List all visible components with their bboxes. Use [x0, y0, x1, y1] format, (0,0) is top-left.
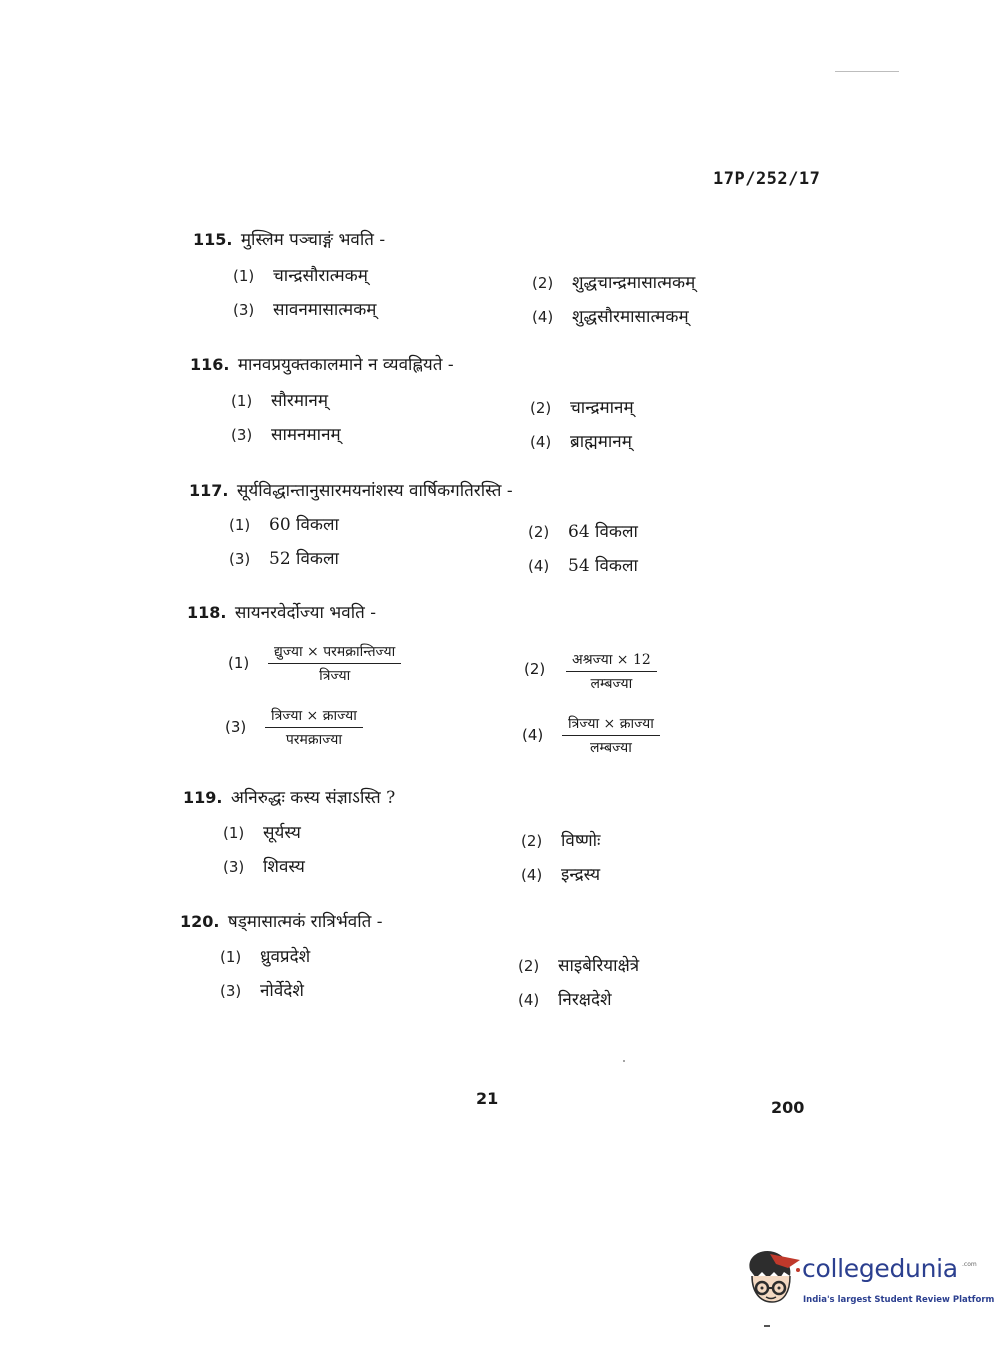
option-text: सूर्यस्य	[263, 823, 301, 843]
question-120	[0, 909, 1001, 1039]
option-text: शिवस्य	[263, 857, 305, 877]
option-3: (3) सावनमासात्मकम्	[233, 300, 377, 320]
denominator: त्रिज्या	[319, 668, 351, 684]
option-3: (3) सामनमानम्	[231, 425, 341, 445]
option-1: (1) चान्द्रसौरात्मकम्	[233, 266, 368, 286]
question-number: 119.	[183, 788, 223, 807]
question-stem: मानवप्रयुक्तकालमाने न व्यवह्लियते -	[237, 355, 454, 375]
scan-speck	[623, 1060, 625, 1062]
option-1: (1) 60 विकला	[229, 515, 339, 535]
question-text	[183, 785, 395, 808]
question-text	[180, 909, 382, 932]
denominator: परमक्राज्या	[285, 732, 343, 748]
question-stem: सायनरवेर्दोज्या भवति -	[234, 603, 376, 623]
question-number: 116.	[190, 355, 230, 374]
question-text	[190, 352, 454, 375]
collegedunia-logo	[740, 1248, 995, 1318]
option-text: शुद्धसौरमासात्मकम्	[572, 307, 689, 327]
option-4: (4) शुद्धसौरमासात्मकम्	[532, 307, 689, 327]
question-number: 117.	[189, 481, 229, 500]
denominator: लम्बज्या	[590, 740, 632, 756]
numerator: त्रिज्या × क्राज्या	[265, 706, 363, 728]
option-text: नोर्वेदेशे	[260, 981, 304, 1001]
question-119	[0, 785, 1001, 915]
fraction	[566, 650, 657, 693]
question-number: 120.	[180, 912, 220, 931]
option-text: 60 विकला	[269, 515, 339, 535]
question-text	[189, 478, 513, 501]
paper-code: 17P/252/17	[713, 169, 821, 189]
fraction	[265, 706, 363, 749]
question-stem: अनिरुद्धः कस्य संज्ञाऽस्ति ?	[230, 788, 396, 808]
option-3: (3) 52 विकला	[229, 549, 339, 569]
option-2: (2) साइबेरियाक्षेत्रे	[518, 956, 640, 976]
option-4: (4) इन्द्रस्य	[521, 865, 601, 885]
brand-name: collegedunia	[802, 1254, 958, 1283]
option-text: साइबेरियाक्षेत्रे	[558, 956, 640, 976]
option-1: (1) सौरमानम्	[231, 391, 329, 411]
option-1: (1) ध्रुवप्रदेशे	[220, 947, 311, 967]
option-3: (3) शिवस्य	[223, 857, 305, 877]
option-text: ध्रुवप्रदेशे	[260, 947, 311, 967]
option-2: (2) विष्णोः	[521, 831, 601, 851]
question-text	[187, 600, 376, 623]
page-count: 200	[771, 1098, 805, 1117]
option-4: (4) 54 विकला	[528, 556, 638, 576]
numerator: द्युज्या × परमक्रान्तिज्या	[268, 642, 401, 664]
option-text: 52 विकला	[269, 549, 339, 569]
question-number: 118.	[187, 603, 227, 622]
option-text: चान्द्रसौरात्मकम्	[273, 266, 368, 286]
question-116	[0, 352, 1001, 482]
option-1: (1) सूर्यस्य	[223, 823, 301, 843]
option-text: निरक्षदेशे	[558, 990, 612, 1010]
fraction	[268, 642, 401, 685]
option-4: (4) ब्राह्ममानम्	[530, 432, 632, 452]
brand-suffix: .com	[962, 1261, 977, 1268]
question-stem: षड्मासात्मकं रात्रिर्भवति -	[227, 912, 383, 932]
denominator: लम्बज्या	[590, 676, 633, 692]
question-text	[193, 227, 385, 250]
option-text: 54 विकला	[568, 556, 638, 576]
mascot-icon	[740, 1248, 802, 1312]
option-text: शुद्धचान्द्रमासात्मकम्	[572, 273, 696, 293]
option-3: (3) नोर्वेदेशे	[220, 981, 304, 1001]
option-2: (2) चान्द्रमानम्	[530, 398, 634, 418]
option-text: विष्णोः	[561, 831, 601, 851]
option-text: 64 विकला	[568, 522, 638, 542]
option-2: (2) शुद्धचान्द्रमासात्मकम्	[532, 273, 696, 293]
option-text: सौरमानम्	[271, 391, 329, 411]
option-text: ब्राह्ममानम्	[570, 432, 632, 452]
option-4: (4) निरक्षदेशे	[518, 990, 612, 1010]
fraction	[562, 714, 660, 757]
page-number: 21	[476, 1089, 499, 1108]
numerator: अश्रज्या × 12	[566, 650, 657, 672]
question-117	[0, 478, 1001, 608]
question-118: 118. सायनरवेर्दोज्या भवति - (1) द्युज्या × परमक्रान्तिज्या त्रिज्या (2) अश्रज्या × 12 लम्बज्या (3) त्रिज्या × क्राज्या परमक्राज्या (4) त्रिज्या × क्राज्या लम्बज्या	[0, 600, 1001, 770]
question-stem: मुस्लिम पञ्चाङ्गं भवति -	[240, 230, 386, 250]
top-rule	[835, 71, 899, 72]
brand-tagline: India's largest Student Review Platform	[803, 1295, 995, 1305]
option-text: सामनमानम्	[271, 425, 341, 445]
option-text: इन्द्रस्य	[561, 865, 601, 885]
numerator: त्रिज्या × क्राज्या	[562, 714, 660, 736]
question-stem: सूर्यविद्धान्तानुसारमयनांशस्य वार्षिकगतिरस्ति -	[236, 481, 513, 501]
question-number: 115.	[193, 230, 233, 249]
option-2: (2) 64 विकला	[528, 522, 638, 542]
option-text: चान्द्रमानम्	[570, 398, 634, 418]
question-115	[0, 227, 1001, 357]
scan-mark	[764, 1325, 770, 1327]
option-text: सावनमासात्मकम्	[273, 300, 377, 320]
